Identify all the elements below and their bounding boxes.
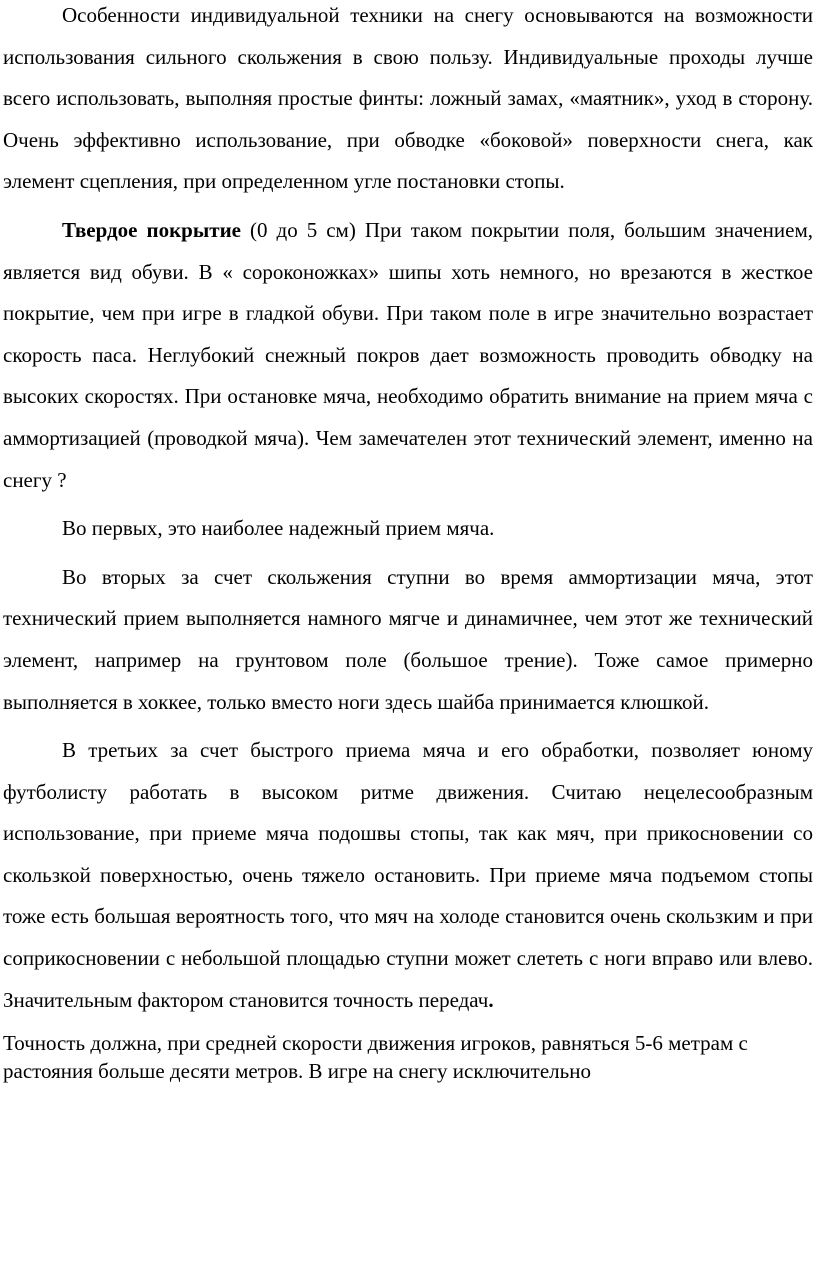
paragraph-firstly: [3, 508, 813, 550]
paragraph-secondly: [3, 557, 813, 723]
paragraph-pass-accuracy: [3, 1029, 813, 1085]
paragraph-text: В третьих за счет быстрого приема мяча и его обработки, позволяет юному футболисту работать в высоком ритме движения. Считаю нецелесообразным использование, при приеме мяча подошвы стопы, так как мяч, при прикосновении со скользкой поверхностью, очень тяжело остановить. При приеме мяча подъемом стопы тоже есть большая вероятность того, что мяч на холоде становится очень скользким и при соприкосновении с небольшой площадью ступни может слететь с ноги вправо или влево. Значительным фактором становится точность передач: [3, 738, 813, 1012]
paragraph-text: Особенности индивидуальной техники на снегу основываются на возможности использования сильного скольжения в свою пользу. Индивидуальные проходы лучше всего использовать, выполняя простые финты: ложный замах, «маятник», уход в сторону. Очень эффективно использование, при обводке «боковой» поверхности снега, как элемент сцепления, при определенном угле постановки стопы.: [3, 3, 813, 194]
paragraph-text: (0 до 5 см) При таком покрытии поля, большим значением, является вид обуви. В « сороконожках» шипы хоть немного, но врезаются в жесткое покрытие, чем при игре в гладкой обуви. При таком поле в игре значительно возрастает скорость паса. Неглубокий снежный покров дает возможность проводить обводку на высоких скоростях. При остановке мяча, необходимо обратить внимание на прием мяча с аммортизацией (проводкой мяча). Чем замечателен этот технический элемент, именно на снегу ?: [3, 217, 813, 492]
paragraph-individual-technique: [3, 0, 813, 203]
paragraph-hard-surface: [3, 210, 813, 501]
bold-period: .: [488, 987, 494, 1012]
paragraph-thirdly: [3, 730, 813, 1021]
paragraph-text: Во вторых за счет скольжения ступни во время аммортизации мяча, этот технический прием выполняется намного мягче и динамичнее, чем этот же технический элемент, например на грунтовом поле (большое трение). Тоже самое примерно выполняется в хоккее, только вместо ноги здесь шайба принимается клюшкой.: [3, 564, 813, 714]
bold-heading-hard-surface: Твердое покрытие: [62, 217, 241, 242]
paragraph-text: Точность должна, при средней скорости движения игроков, равняться 5-6 метрам с растояния больше десяти метров. В игре на снегу исключительно: [3, 1031, 748, 1084]
paragraph-text: Во первых, это наиболее надежный прием мяча.: [62, 516, 495, 541]
